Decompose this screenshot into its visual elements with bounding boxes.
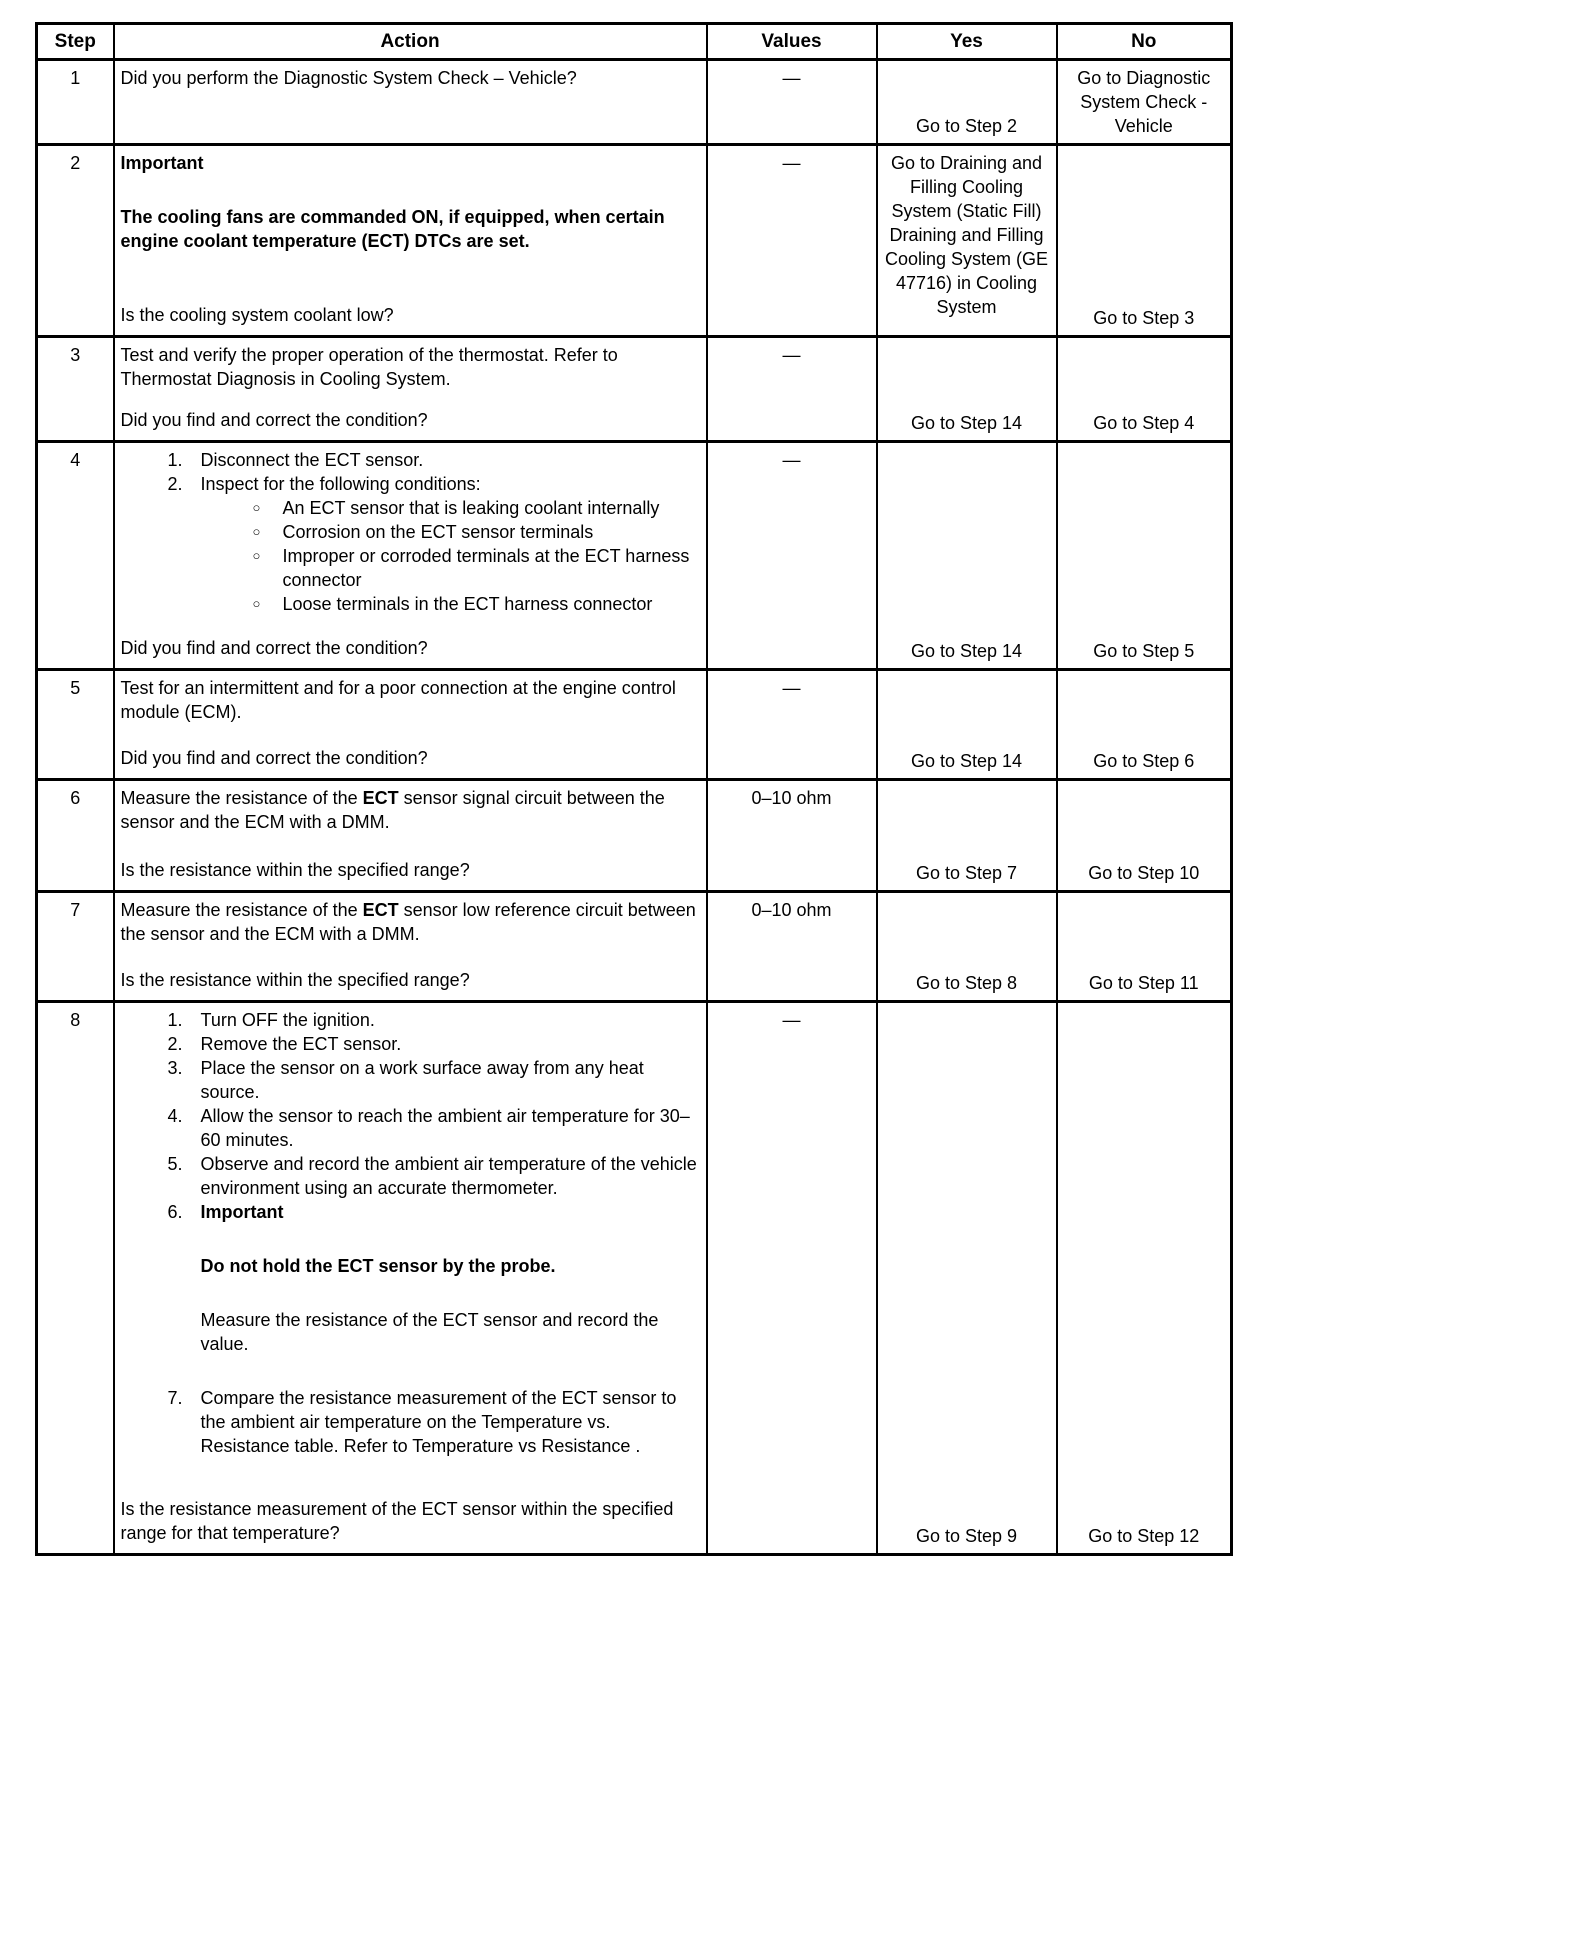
list-item bbox=[153, 448, 700, 472]
list-item bbox=[153, 1200, 700, 1356]
bullet-item bbox=[243, 496, 700, 520]
bullet-item-text bbox=[283, 520, 700, 544]
bullet-item-text bbox=[283, 544, 700, 592]
diagnostic-table bbox=[35, 22, 1233, 1556]
text-segment: ECT bbox=[362, 788, 399, 808]
list-number: 7. bbox=[167, 1388, 183, 1408]
text-segment: Important bbox=[200, 1202, 284, 1222]
action-inner bbox=[121, 898, 700, 992]
action-cell bbox=[114, 670, 707, 780]
text-segment: Compare the resistance measurement of the ECT sensor to the ambient air temperature on the Temperature vs. Resistance table. Refer to Temperature vs Resistance . bbox=[200, 1388, 677, 1456]
step-cell: 4 bbox=[37, 442, 114, 670]
header-no: No bbox=[1057, 24, 1232, 60]
action-cell bbox=[114, 60, 707, 145]
bullet-item bbox=[243, 592, 700, 616]
action-cell bbox=[114, 892, 707, 1002]
action-cell bbox=[114, 442, 707, 670]
table-body bbox=[37, 60, 1232, 1555]
action-inner bbox=[121, 66, 700, 130]
text-segment: sensor low reference circuit between the sensor and the ECM with a DMM. bbox=[120, 900, 696, 944]
no-cell: Go to Step 6 bbox=[1057, 670, 1232, 780]
action-cell bbox=[114, 780, 707, 892]
action-question bbox=[121, 958, 700, 992]
list-item bbox=[153, 1008, 700, 1032]
list-item-body bbox=[201, 448, 700, 472]
paragraph bbox=[121, 676, 700, 724]
action-inner bbox=[121, 448, 700, 660]
paragraph bbox=[201, 1152, 700, 1200]
header-values: Values bbox=[707, 24, 877, 60]
paragraph bbox=[201, 1056, 700, 1104]
paragraph bbox=[201, 1200, 700, 1224]
text-segment: Allow the sensor to reach the ambient air temperature for 30–60 minutes. bbox=[200, 1106, 690, 1150]
table-row bbox=[37, 892, 1232, 1002]
header-action: Action bbox=[114, 24, 707, 60]
values-cell: 0–10 ohm bbox=[707, 780, 877, 892]
text-segment: Test for an intermittent and for a poor connection at the engine control module (ECM). bbox=[120, 678, 676, 722]
text-segment: Test and verify the proper operation of the thermostat. Refer to Thermostat Diagnosis in Cooling System. bbox=[120, 345, 618, 389]
text-segment: The cooling fans are commanded ON, if equipped, when certain engine coolant temperature (ECT) DTCs are set. bbox=[120, 207, 665, 251]
text-segment: Is the resistance within the specified range? bbox=[120, 970, 470, 990]
list-item bbox=[153, 1152, 700, 1200]
list-item bbox=[153, 472, 700, 616]
table-row bbox=[37, 1002, 1232, 1555]
header-yes: Yes bbox=[877, 24, 1057, 60]
list-item-body bbox=[201, 1104, 700, 1152]
action-cell bbox=[114, 1002, 707, 1555]
yes-cell: Go to Draining and Filling Cooling System (Static Fill) Draining and Filling Cooling System (GE 47716) in Cooling System bbox=[877, 145, 1057, 337]
text-segment: Is the resistance within the specified range? bbox=[120, 860, 470, 880]
text-segment: Corrosion on the ECT sensor terminals bbox=[282, 522, 594, 542]
text-segment: Measure the resistance of the bbox=[120, 900, 363, 920]
paragraph bbox=[121, 898, 700, 946]
step-cell: 8 bbox=[37, 1002, 114, 1555]
paragraph bbox=[121, 786, 700, 834]
text-segment: Important bbox=[120, 153, 204, 173]
text-segment: Do not hold the ECT sensor by the probe. bbox=[200, 1256, 556, 1276]
text-segment: Did you find and correct the condition? bbox=[120, 748, 428, 768]
list-number: 6. bbox=[167, 1202, 183, 1222]
yes-cell: Go to Step 9 bbox=[877, 1002, 1057, 1555]
action-question bbox=[121, 293, 700, 327]
list-number: 2. bbox=[167, 474, 183, 494]
step-cell: 5 bbox=[37, 670, 114, 780]
table-header bbox=[37, 24, 1232, 60]
numbered-list bbox=[121, 1008, 700, 1458]
paragraph bbox=[201, 1032, 700, 1056]
action-cell bbox=[114, 337, 707, 442]
action-question bbox=[121, 848, 700, 882]
action-question bbox=[121, 398, 700, 432]
header-step: Step bbox=[37, 24, 114, 60]
text-segment: Improper or corroded terminals at the ECT harness connector bbox=[282, 546, 690, 590]
list-number: 1. bbox=[167, 450, 183, 470]
text-segment: Place the sensor on a work surface away from any heat source. bbox=[200, 1058, 644, 1102]
no-cell: Go to Step 4 bbox=[1057, 337, 1232, 442]
no-cell: Go to Step 3 bbox=[1057, 145, 1232, 337]
text-segment: Turn OFF the ignition. bbox=[200, 1010, 375, 1030]
action-inner bbox=[121, 151, 700, 327]
list-item-body bbox=[201, 1008, 700, 1032]
text-segment: Observe and record the ambient air temperature of the vehicle environment using an accurate thermometer. bbox=[200, 1154, 697, 1198]
text-segment: Did you perform the Diagnostic System Check – Vehicle? bbox=[120, 68, 577, 88]
step-cell: 2 bbox=[37, 145, 114, 337]
text-segment: Loose terminals in the ECT harness connector bbox=[282, 594, 653, 614]
values-cell: — bbox=[707, 145, 877, 337]
text-segment: Did you find and correct the condition? bbox=[120, 410, 428, 430]
action-inner bbox=[121, 343, 700, 432]
paragraph bbox=[201, 1386, 700, 1458]
list-item bbox=[153, 1032, 700, 1056]
list-item bbox=[153, 1104, 700, 1152]
circle-bullet-icon: ○ bbox=[252, 524, 261, 539]
circle-bullet-icon: ○ bbox=[252, 596, 261, 611]
action-question bbox=[121, 626, 700, 660]
bullet-item bbox=[243, 520, 700, 544]
action-question bbox=[121, 1487, 700, 1545]
table-row bbox=[37, 145, 1232, 337]
list-number: 1. bbox=[167, 1010, 183, 1030]
table-row bbox=[37, 780, 1232, 892]
list-item bbox=[153, 1386, 700, 1458]
text-segment: Is the cooling system coolant low? bbox=[120, 305, 394, 325]
list-number: 2. bbox=[167, 1034, 183, 1054]
text-segment: Did you find and correct the condition? bbox=[120, 638, 428, 658]
paragraph bbox=[121, 151, 700, 175]
paragraph bbox=[201, 448, 700, 472]
text-segment: Disconnect the ECT sensor. bbox=[200, 450, 424, 470]
no-cell: Go to Step 5 bbox=[1057, 442, 1232, 670]
text-segment: Remove the ECT sensor. bbox=[200, 1034, 402, 1054]
action-inner bbox=[121, 786, 700, 882]
yes-cell: Go to Step 2 bbox=[877, 60, 1057, 145]
yes-cell: Go to Step 14 bbox=[877, 337, 1057, 442]
action-inner bbox=[121, 676, 700, 770]
bullet-item-text bbox=[283, 592, 700, 616]
circle-bullet-icon: ○ bbox=[252, 548, 261, 563]
text-segment: ECT bbox=[362, 900, 399, 920]
values-cell: — bbox=[707, 337, 877, 442]
values-cell: 0–10 ohm bbox=[707, 892, 877, 1002]
step-cell: 7 bbox=[37, 892, 114, 1002]
no-cell: Go to Diagnostic System Check - Vehicle bbox=[1057, 60, 1232, 145]
list-item-body bbox=[201, 1056, 700, 1104]
yes-cell: Go to Step 8 bbox=[877, 892, 1057, 1002]
list-item-body bbox=[201, 1152, 700, 1200]
values-cell: — bbox=[707, 670, 877, 780]
paragraph bbox=[201, 1308, 700, 1356]
paragraph bbox=[201, 1254, 700, 1278]
step-cell: 1 bbox=[37, 60, 114, 145]
list-item bbox=[153, 1056, 700, 1104]
paragraph bbox=[121, 205, 700, 253]
values-cell: — bbox=[707, 1002, 877, 1555]
step-cell: 6 bbox=[37, 780, 114, 892]
action-cell bbox=[114, 145, 707, 337]
yes-cell: Go to Step 7 bbox=[877, 780, 1057, 892]
list-item-body bbox=[201, 1200, 700, 1356]
text-segment: Measure the resistance of the ECT sensor and record the value. bbox=[200, 1310, 659, 1354]
list-item-body bbox=[201, 472, 700, 616]
yes-cell: Go to Step 14 bbox=[877, 670, 1057, 780]
table-row bbox=[37, 60, 1232, 145]
text-segment: Is the resistance measurement of the ECT sensor within the specified range for that temperature? bbox=[120, 1499, 674, 1543]
paragraph bbox=[121, 66, 700, 90]
bullet-item-text bbox=[283, 496, 700, 520]
list-number: 5. bbox=[167, 1154, 183, 1174]
values-cell: — bbox=[707, 60, 877, 145]
action-inner bbox=[121, 1008, 700, 1545]
numbered-list bbox=[121, 448, 700, 616]
bullet-item bbox=[243, 544, 700, 592]
text-segment: Inspect for the following conditions: bbox=[200, 474, 481, 494]
paragraph bbox=[201, 1104, 700, 1152]
text-segment: An ECT sensor that is leaking coolant internally bbox=[282, 498, 660, 518]
values-cell: — bbox=[707, 442, 877, 670]
yes-cell: Go to Step 14 bbox=[877, 442, 1057, 670]
no-cell: Go to Step 12 bbox=[1057, 1002, 1232, 1555]
table-row bbox=[37, 442, 1232, 670]
text-segment: Measure the resistance of the bbox=[120, 788, 363, 808]
step-cell: 3 bbox=[37, 337, 114, 442]
table-row bbox=[37, 337, 1232, 442]
paragraph bbox=[121, 343, 700, 391]
no-cell: Go to Step 11 bbox=[1057, 892, 1232, 1002]
list-item-body bbox=[201, 1032, 700, 1056]
list-number: 3. bbox=[167, 1058, 183, 1078]
list-item-body bbox=[201, 1386, 700, 1458]
paragraph bbox=[201, 472, 700, 496]
text-segment: sensor signal circuit between the sensor and the ECM with a DMM. bbox=[120, 788, 665, 832]
action-question bbox=[121, 736, 700, 770]
no-cell: Go to Step 10 bbox=[1057, 780, 1232, 892]
table-row bbox=[37, 670, 1232, 780]
header-row bbox=[37, 24, 1232, 60]
list-number: 4. bbox=[167, 1106, 183, 1126]
circle-bullet-icon: ○ bbox=[252, 500, 261, 515]
paragraph bbox=[201, 1008, 700, 1032]
